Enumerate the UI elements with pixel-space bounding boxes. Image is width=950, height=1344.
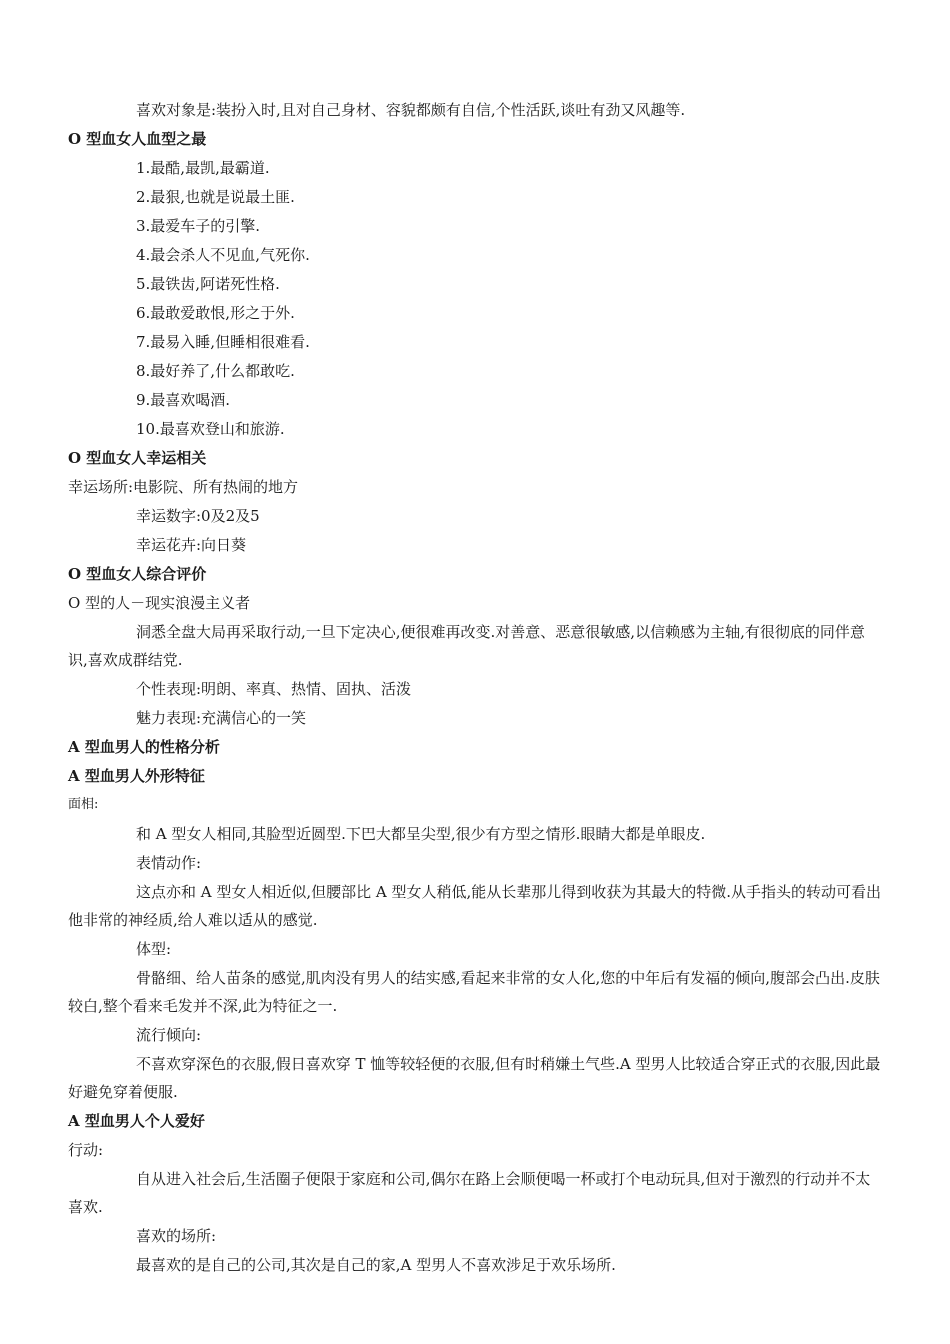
list-item: 1.最酷,最凯,最霸道. bbox=[136, 159, 270, 177]
subheading-o-type: O 型的人－现实浪漫主义者 bbox=[68, 594, 251, 612]
heading-a-man-appearance: A 型血男人外形特征 bbox=[68, 767, 205, 785]
list-item: 2.最狠,也就是说最土匪. bbox=[136, 188, 295, 206]
list-item: 6.最敢爱敢恨,形之于外. bbox=[136, 304, 295, 322]
heading-a-man-personality: A 型血男人的性格分析 bbox=[68, 738, 220, 756]
lucky-number: 幸运数字:0及2及5 bbox=[136, 507, 260, 525]
label-expression: 表情动作: bbox=[136, 854, 202, 872]
label-fashion: 流行倾向: bbox=[136, 1026, 202, 1044]
label-favorite-places: 喜欢的场所: bbox=[136, 1227, 217, 1245]
personality-expression: 个性表现:明朗、率真、热情、固执、活泼 bbox=[136, 680, 412, 698]
heading-o-woman-evaluation: O 型血女人综合评价 bbox=[68, 565, 207, 583]
paragraph-fashion: 不喜欢穿深色的衣服,假日喜欢穿 T 恤等较轻便的衣服,但有时稍嫌土气些.A 型男人比较适合穿正式的衣服,因此最好避免穿着便服. bbox=[68, 1055, 881, 1101]
label-action: 行动: bbox=[68, 1141, 104, 1159]
lucky-flower: 幸运花卉:向日葵 bbox=[136, 536, 247, 554]
paragraph-face: 和 A 型女人相同,其脸型近圆型.下巴大都呈尖型,很少有方型之情形.眼睛大都是单眼皮. bbox=[136, 825, 706, 843]
heading-o-woman-superlatives: O 型血女人血型之最 bbox=[68, 130, 207, 148]
list-item: 3.最爱车子的引擎. bbox=[136, 217, 261, 235]
list-item: 9.最喜欢喝酒. bbox=[136, 391, 231, 409]
paragraph-favorite-places: 最喜欢的是自己的公司,其次是自己的家,A 型男人不喜欢涉足于欢乐场所. bbox=[136, 1256, 616, 1274]
charm-expression: 魅力表现:充满信心的一笑 bbox=[136, 709, 307, 727]
heading-a-man-hobbies: A 型血男人个人爱好 bbox=[68, 1112, 205, 1130]
lucky-place: 幸运场所:电影院、所有热闹的地方 bbox=[68, 478, 299, 496]
paragraph-body-type: 骨骼细、给人苗条的感觉,肌肉没有男人的结实感,看起来非常的女人化,您的中年后有发福的倾向,腹部会凸出.皮肤较白,整个看来毛发并不深,此为特征之一. bbox=[68, 969, 880, 1015]
paragraph-liked-partner: 喜欢对象是:装扮入时,且对自己身材、容貌都颇有自信,个性活跃,谈吐有劲又风趣等. bbox=[136, 101, 686, 119]
list-item: 8.最好养了,什么都敢吃. bbox=[136, 362, 295, 380]
label-face: 面相: bbox=[68, 797, 99, 812]
heading-o-woman-luck: O 型血女人幸运相关 bbox=[68, 449, 207, 467]
list-item: 5.最铁齿,阿诺死性格. bbox=[136, 275, 280, 293]
list-item: 7.最易入睡,但睡相很难看. bbox=[136, 333, 310, 351]
label-body-type: 体型: bbox=[136, 940, 172, 958]
paragraph-o-type-summary: 洞悉全盘大局再采取行动,一旦下定决心,便很难再改变.对善意、恶意很敏感,以信赖感为主轴,有很彻底的同伴意识,喜欢成群结党. bbox=[68, 623, 865, 669]
paragraph-action: 自从进入社会后,生活圈子便限于家庭和公司,偶尔在路上会顺便喝一杯或打个电动玩具,但对于激烈的行动并不太喜欢. bbox=[68, 1170, 871, 1216]
list-item: 10.最喜欢登山和旅游. bbox=[136, 420, 285, 438]
list-item: 4.最会杀人不见血,气死你. bbox=[136, 246, 310, 264]
paragraph-expression: 这点亦和 A 型女人相近似,但腰部比 A 型女人稍低,能从长辈那儿得到收获为其最大的特微.从手指头的转动可看出他非常的神经质,给人难以适从的感觉. bbox=[68, 883, 882, 929]
